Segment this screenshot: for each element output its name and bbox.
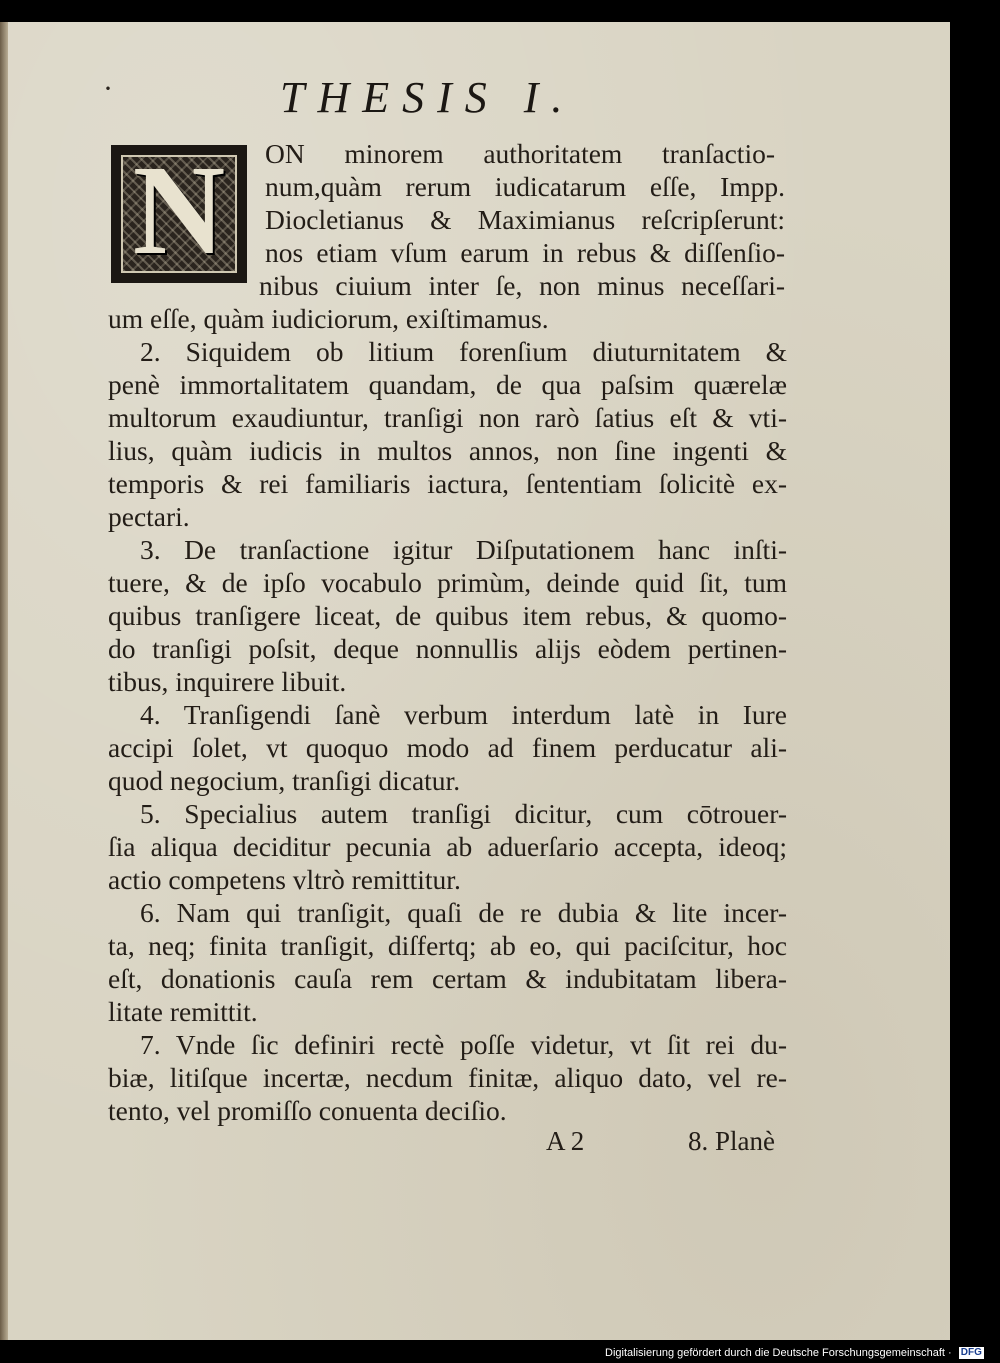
text-line: 5. Specialius autem tranſigi dicitur, cum cōtrouer- (140, 798, 787, 829)
text-line: biæ, litiſque incertæ, necdum finitæ, aliquo dato, vel re- (108, 1062, 787, 1093)
text-line: 4. Tranſigendi ſanè verbum interdum latè in Iure (140, 699, 787, 730)
text-line: tibus, inquirere libuit. (108, 666, 347, 697)
text-line: nibus ciuium inter ſe, non minus neceſſari- (259, 270, 785, 301)
text-line: nos etiam vſum earum in rebus & diſſenſio- (265, 237, 785, 268)
margin-mark: · (103, 72, 113, 105)
text-line: pectari. (108, 501, 190, 532)
text-line: 6. Nam qui tranſigit, quaſi de re dubia & lite incer- (140, 897, 787, 928)
text-line: temporis & rei familiaris iactura, ſententiam ſolicitè ex- (108, 468, 787, 499)
text-line: 7. Vnde ſic definiri rectè poſſe videtur, vt ſit rei du- (140, 1029, 787, 1060)
signature-mark: A 2 (546, 1126, 585, 1156)
text-line: multorum exaudiuntur, tranſigi non rarò ſatius eſt & vti- (108, 402, 787, 433)
digitization-credit (605, 1345, 984, 1361)
text-line: ta, neq; finita tranſigit, diſfertq; ab eo, qui paciſcitur, hoc (108, 930, 787, 961)
text-line: tento, vel promiſſo conuenta deciſio. (108, 1095, 507, 1126)
text-line: ON minorem authoritatem tranſactio- (265, 138, 775, 169)
text-line: num,quàm rerum iudicatarum eſſe, Impp. (265, 171, 785, 202)
text-line: ſia aliqua deciditur pecunia ab aduerſario accepta, ideoq; (108, 831, 787, 862)
text-line: do tranſigi poſsit, deque nonnullis alijs eòdem pertinen- (108, 633, 787, 664)
page-gutter-edge (0, 22, 8, 1340)
text-line: eſt, donationis cauſa rem certam & indubitatam libera- (108, 963, 787, 994)
text-line: actio competens vltrò remittitur. (108, 864, 461, 895)
catchword: 8. Planè (688, 1126, 775, 1156)
initial-letter: N (132, 139, 226, 281)
text-line: um eſſe, quàm iudiciorum, exiſtimamus. (108, 303, 549, 334)
text-line: accipi ſolet, vt quoquo modo ad finem perducatur ali- (108, 732, 787, 763)
text-line: quibus tranſigere liceat, de quibus item rebus, & quomo- (108, 600, 787, 631)
credit-text: Digitalisierung gefördert durch die Deutsche Forschungsgemeinschaft · (605, 1347, 952, 1359)
text-line: Diocletianus & Maximianus reſcripſerunt: (265, 204, 785, 235)
page-title: THESIS I. (280, 73, 576, 122)
text-line: 3. De tranſactione igitur Diſputationem hanc inſti- (140, 534, 787, 565)
dfg-logo-icon: DFG (960, 1347, 982, 1359)
text-line: litate remittit. (108, 996, 258, 1027)
text-line: penè immortalitatem quandam, de qua paſsim quærelæ (108, 369, 787, 400)
text-line: 2. Siquidem ob litium forenſium diuturnitatem & (140, 336, 787, 367)
decorated-initial (111, 139, 247, 283)
text-line: quod negocium, tranſigi dicatur. (108, 765, 461, 796)
text-line: lius, quàm iudicis in multos annos, non ſine ingenti & (108, 435, 787, 466)
text-line: tuere, & de ipſo vocabulo primùm, deinde quid ſit, tum (108, 567, 787, 598)
